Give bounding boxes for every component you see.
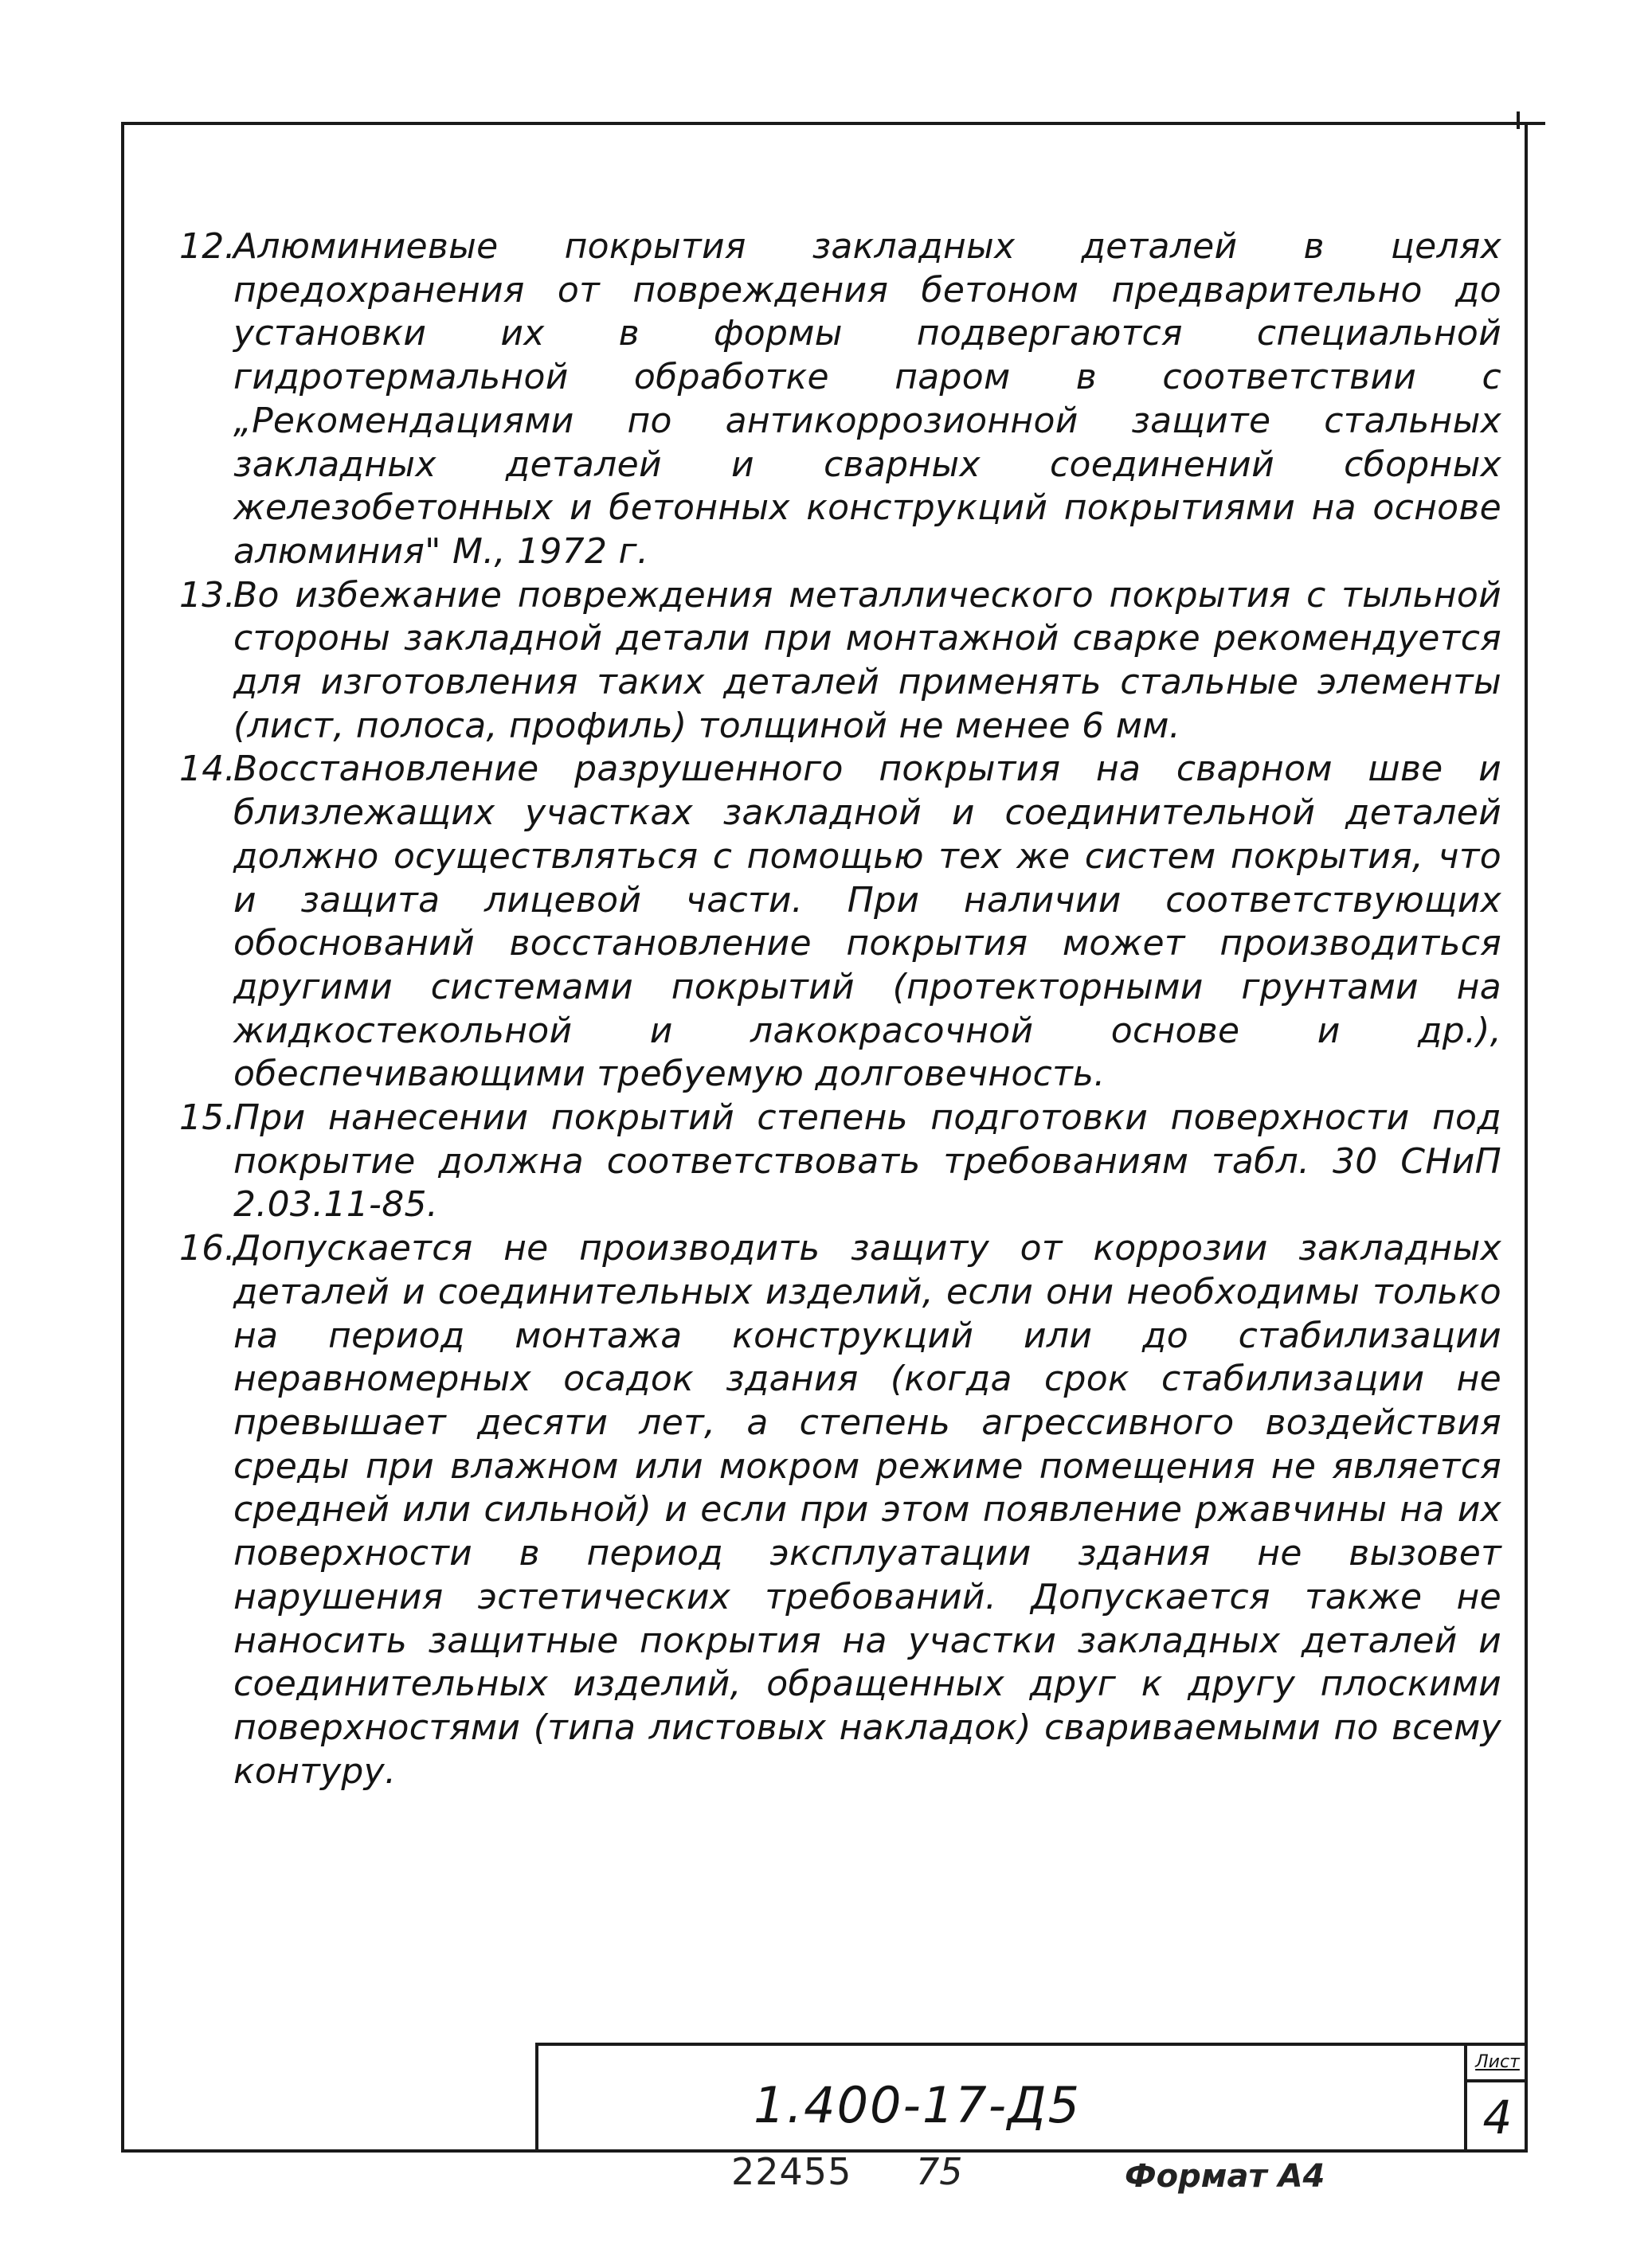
frame-corner-extension xyxy=(1528,122,1545,125)
note-number: 12. xyxy=(179,226,236,267)
note-item xyxy=(179,225,1501,574)
note-item xyxy=(179,1227,1501,1793)
note-item xyxy=(179,574,1501,749)
title-block xyxy=(535,2043,1528,2153)
note-number: 15. xyxy=(179,1097,236,1139)
note-number: 13. xyxy=(179,574,236,616)
note-text: Во избежание повреждения металлического покрытия с тыльной стороны закладной детали при монтажной сварке рекомендуется для изготовления таких деталей применять стальные элементы (лист, полоса, профиль) толщиной не менее 6 мм. xyxy=(233,574,1501,746)
note-text: Допускается не производить защиту от коррозии закладных деталей и соединительных изделий, если они необходимы только на период монтажа конструкций или до стабилизации неравномерных осадок здания (когда срок стабилизации не превышает десяти лет, а степень агрессивного воздействия среды при влажном или мокром режиме помещения не является средней или сильной) и если при этом появление ржавчины на их поверхности в период эксплуатации здания не вызовет нарушения эстетических требований. Допускается также не наносить защитные покрытия на участки закладных деталей и соединительных изделий, обращенных друг к другу плоскими поверхностями (типа листовых накладок) свариваемыми по всему контуру. xyxy=(233,1228,1501,1792)
frame-corner-mark xyxy=(1517,111,1520,129)
note-number: 16. xyxy=(179,1228,236,1269)
document-code: 1.400-17-Д5 xyxy=(754,2076,1082,2134)
note-item xyxy=(179,748,1501,1097)
sheet-number: 4 xyxy=(1482,2090,1513,2145)
sheet-cell xyxy=(1464,2046,1528,2153)
note-text: Восстановление разрушенного покрытия на сварном шве и близлежащих участках закладной и соединительной деталей должно осуществляться с помощью тех же систем покрытия, что и защита лицевой части. При наличии соответствующих обоснований восстановление покрытия может производиться другими системами покрытий (протекторными грунтами на жидкостекольной и лакокрасочной основе и др.), обеспечивающими требуемую долговечность. xyxy=(233,749,1501,1095)
note-text: При нанесении покрытий степень подготовки поверхности под покрытие должна соответствовать требованиям табл. 30 СНиП 2.03.11-85. xyxy=(233,1097,1501,1226)
note-text: Алюминиевые покрытия закладных деталей в целях предохранения от повреждения бетоном предварительно до установки их в формы подвергаются специальной гидротермальной обработке паром в соответствии с „Рекомендациями по антикоррозионной защите стальных закладных деталей и сварных соединений сборных железобетонных и бетонных конструкций покрытиями на основе алюминия" М., 1972 г. xyxy=(233,226,1501,572)
note-item xyxy=(179,1097,1501,1227)
note-number: 14. xyxy=(179,749,236,790)
format-label: Формат А4 xyxy=(1125,2158,1325,2195)
sheet-label: Лист xyxy=(1467,2046,1528,2082)
copy-number: 75 xyxy=(916,2150,963,2193)
inventory-number: 22455 xyxy=(731,2150,852,2193)
notes-list xyxy=(179,225,1501,1793)
